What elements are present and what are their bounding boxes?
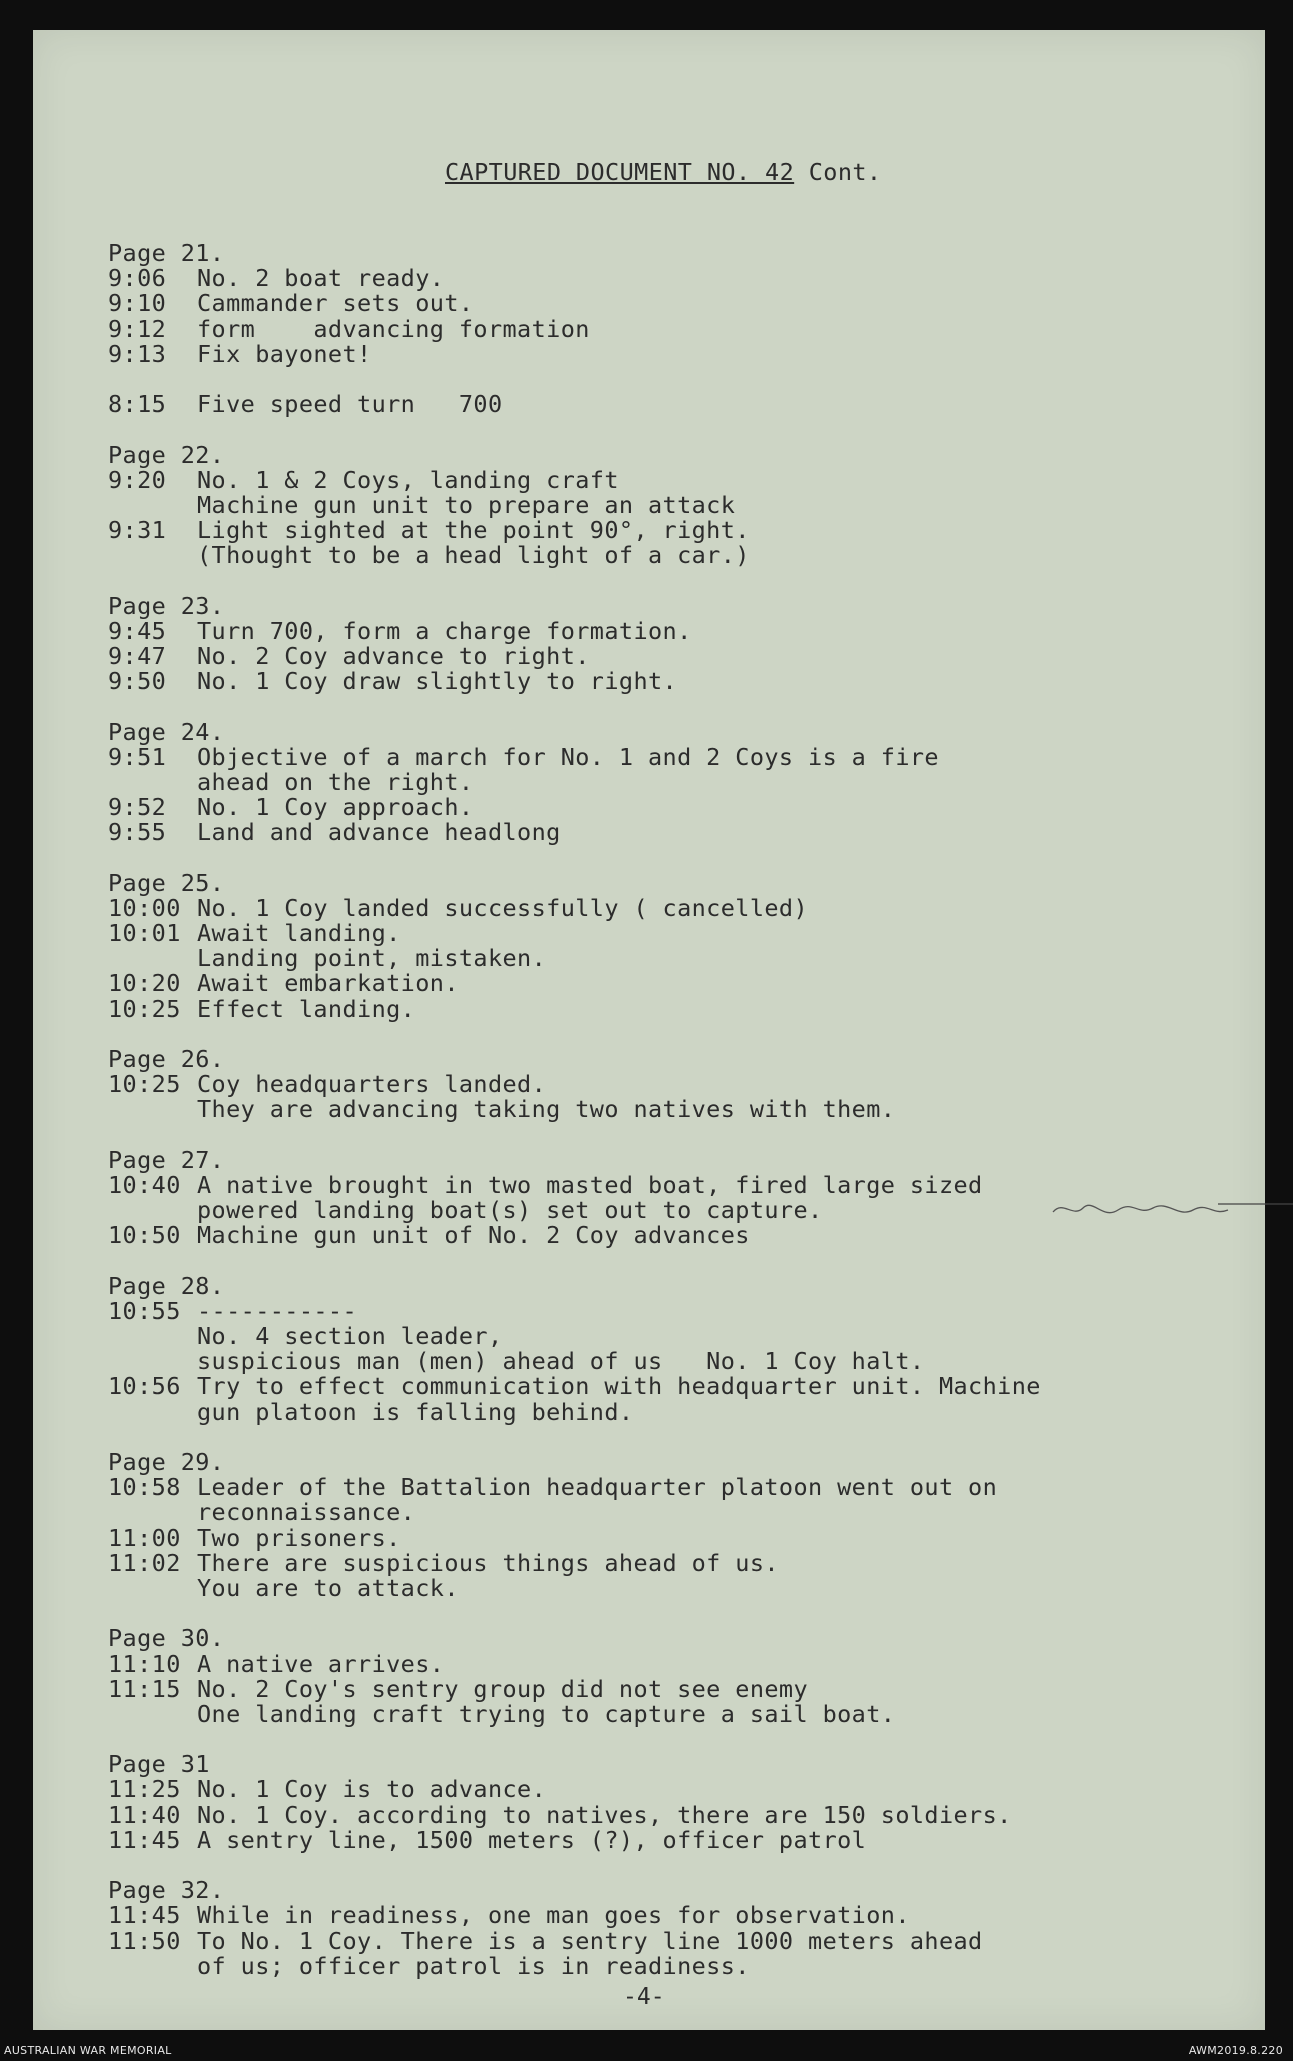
entry-text: reconnaissance.: [197, 1498, 416, 1527]
entry-text: They are advancing taking two natives with them.: [197, 1095, 896, 1124]
entry-time: 9:52: [108, 793, 167, 822]
section-page-heading: Page 26.: [108, 1045, 225, 1073]
entry-time: 9:50: [108, 667, 167, 696]
entry-text: Turn 700, form a charge formation.: [197, 616, 692, 645]
entry-text: You are to attack.: [197, 1573, 459, 1602]
entry-text: A sentry line, 1500 meters (?), officer patrol: [197, 1825, 867, 1854]
log-entry: [108, 1548, 1128, 1577]
log-entry: [108, 339, 1128, 368]
log-entry: [108, 820, 1128, 845]
log-section: [108, 1752, 1128, 1853]
entry-text: Landing point, mistaken.: [197, 944, 547, 973]
log-entry: [108, 1649, 1128, 1678]
entry-text: ahead on the right.: [197, 767, 474, 796]
entry-text: To No. 1 Coy. There is a sentry line 1000 meters ahead: [197, 1926, 983, 1955]
section-page-heading: Page 25.: [108, 868, 225, 897]
log-entry: [108, 893, 1128, 922]
footer-reference: AWM2019.8.220: [1188, 2044, 1283, 2057]
log-entry: [108, 1475, 1128, 1500]
log-entry: [108, 1296, 1128, 1325]
entry-text: Await embarkation.: [197, 969, 459, 998]
entry-time: 11:45: [108, 1825, 181, 1854]
log-entry: [108, 669, 1128, 694]
entry-time: 11:50: [108, 1926, 181, 1955]
log-entry: [108, 795, 1128, 820]
log-section: [108, 1271, 1128, 1426]
entry-time: 10:25: [108, 1070, 181, 1099]
entry-time: 10:00: [108, 893, 181, 922]
section-page-heading: Page 22.: [108, 440, 225, 469]
entry-text: form advancing formation: [197, 314, 590, 343]
section-page-heading: Page 30.: [108, 1624, 225, 1653]
section-page-heading: Page 23.: [108, 591, 225, 620]
entry-text: powered landing boat(s) set out to capture.: [197, 1196, 823, 1225]
entry-text: One landing craft trying to capture a sail boat.: [197, 1699, 896, 1728]
log-entry: [108, 644, 1128, 669]
log-entry: [108, 971, 1128, 996]
log-entry: [108, 946, 1128, 971]
log-entry: [108, 465, 1128, 494]
title-main: CAPTURED DOCUMENT NO. 42: [445, 158, 795, 186]
entry-text: No. 1 Coy draw slightly to right.: [197, 667, 678, 696]
log-section: [108, 868, 1128, 1023]
entry-time: 11:02: [108, 1548, 181, 1577]
log-entry: [108, 1699, 1128, 1728]
handwritten-margin-note: [1043, 1190, 1293, 1230]
log-entry: [108, 767, 1128, 796]
entry-text: Effect landing.: [197, 994, 416, 1023]
entry-text: While in readiness, one man goes for observation.: [197, 1901, 910, 1930]
entry-text: Coy headquarters landed.: [197, 1070, 547, 1099]
log-section: [108, 440, 1128, 570]
entry-time: 11:25: [108, 1775, 181, 1804]
log-section: [108, 1878, 1128, 1979]
entry-text: suspicious man (men) ahead of us No. 1 Coy halt.: [197, 1347, 925, 1376]
log-section: [108, 1450, 1128, 1601]
entry-time: 9:47: [108, 642, 167, 670]
log-entry: [108, 616, 1128, 645]
log-entry: [108, 1223, 1128, 1248]
document-page: [33, 30, 1265, 2030]
entry-time: 9:45: [108, 616, 167, 645]
log-entry: [108, 1926, 1128, 1955]
section-page-heading: Page 27.: [108, 1145, 225, 1174]
entry-text: Leader of the Battalion headquarter platoon went out on: [197, 1473, 998, 1502]
entry-time: 11:00: [108, 1523, 181, 1552]
entry-time: 9:12: [108, 314, 167, 343]
log-section: [108, 1047, 1128, 1123]
entry-text: gun platoon is falling behind.: [197, 1397, 634, 1426]
entry-text: Cammander sets out.: [197, 289, 474, 318]
log-entry: [108, 1777, 1128, 1802]
section-page-heading: Page 29.: [108, 1448, 225, 1476]
entry-time: 9:10: [108, 289, 167, 318]
log-entry: [108, 994, 1128, 1023]
entry-time: 10:25: [108, 994, 181, 1023]
page-number: -4-: [623, 1984, 665, 2010]
log-entry: [108, 1324, 1128, 1349]
entry-time: 10:56: [108, 1372, 181, 1401]
entry-text: No. 4 section leader,: [197, 1322, 503, 1351]
entry-text: Machine gun unit to prepare an attack: [197, 490, 736, 519]
log-entry: [108, 1500, 1128, 1525]
section-page-heading: Page 31: [108, 1750, 210, 1779]
section-page-heading: Page 28.: [108, 1271, 225, 1300]
entry-time: 10:50: [108, 1221, 181, 1250]
entry-text: Two prisoners.: [197, 1523, 401, 1552]
log-section: [108, 591, 1128, 696]
entry-time: 9:31: [108, 516, 167, 545]
log-entry: [108, 543, 1128, 568]
entry-time: 9:06: [108, 264, 167, 293]
log-entry: [108, 1573, 1128, 1602]
entry-time: 9:13: [108, 339, 167, 368]
log-entry: [108, 392, 1128, 417]
entry-time: 10:55: [108, 1296, 181, 1325]
entry-time: 11:40: [108, 1800, 181, 1829]
document-body: [108, 241, 1128, 2004]
entry-text: -----------: [197, 1296, 358, 1325]
log-entry: [108, 1374, 1128, 1399]
entry-text: No. 2 boat ready.: [197, 264, 445, 293]
log-entry: [108, 291, 1128, 316]
log-entry: [108, 742, 1128, 771]
entry-text: Machine gun unit of No. 2 Coy advances: [197, 1221, 750, 1250]
entry-time: 11:15: [108, 1674, 181, 1703]
entry-time: 10:20: [108, 969, 181, 998]
entry-text: No. 1 Coy is to advance.: [197, 1775, 547, 1804]
log-section: [108, 1145, 1128, 1250]
entry-text: (Thought to be a head light of a car.): [197, 541, 750, 570]
entry-text: Five speed turn 700: [197, 390, 503, 419]
log-section: [108, 1626, 1128, 1727]
log-entry: [108, 1170, 1128, 1199]
entry-text: Fix bayonet!: [197, 339, 372, 368]
log-entry: [108, 518, 1128, 543]
log-entry: [108, 1072, 1128, 1097]
title-suffix: Cont.: [794, 158, 882, 186]
log-entry: [108, 490, 1128, 519]
entry-text: Try to effect communication with headquarter unit. Machine: [197, 1372, 1041, 1401]
section-page-heading: Page 24.: [108, 717, 225, 746]
entry-text: Land and advance headlong: [197, 818, 561, 847]
log-entry: [108, 1397, 1128, 1426]
log-entry: [108, 1349, 1128, 1374]
log-entry: [108, 1825, 1128, 1854]
log-section: [108, 717, 1128, 847]
entry-time: 10:58: [108, 1473, 181, 1502]
entry-text: No. 1 & 2 Coys, landing craft: [197, 465, 619, 494]
section-page-heading: Page 21.: [108, 239, 225, 267]
log-entry: [108, 1951, 1128, 1980]
entry-text: No. 2 Coy's sentry group did not see enemy: [197, 1674, 809, 1703]
entry-time: 11:45: [108, 1901, 181, 1930]
footer-archive-label: AUSTRALIAN WAR MEMORIAL: [4, 2044, 172, 2057]
log-entry: [108, 314, 1128, 343]
entry-time: 11:10: [108, 1649, 181, 1678]
section-page-heading: Page 32.: [108, 1876, 225, 1905]
log-entry: [108, 921, 1128, 946]
log-entry: [108, 1198, 1128, 1223]
document-title: [445, 158, 881, 186]
entry-text: A native brought in two masted boat, fired large sized: [197, 1170, 983, 1199]
entry-text: No. 2 Coy advance to right.: [197, 642, 590, 670]
log-entry: [108, 367, 1128, 392]
log-section: [108, 241, 1128, 417]
entry-time: 9:55: [108, 818, 167, 847]
entry-text: No. 1 Coy landed successfully ( cancelled): [197, 893, 809, 922]
entry-time: 9:20: [108, 465, 167, 494]
entry-text: of us; officer patrol is in readiness.: [197, 1951, 750, 1980]
entry-time: 9:51: [108, 742, 167, 771]
entry-text: Await landing.: [197, 919, 401, 948]
entry-time: 10:01: [108, 919, 181, 948]
log-entry: [108, 1674, 1128, 1703]
log-entry: [108, 1097, 1128, 1122]
entry-time: 10:40: [108, 1170, 181, 1199]
log-entry: [108, 266, 1128, 291]
entry-text: Light sighted at the point 90°, right.: [197, 516, 750, 545]
entry-time: 8:15: [108, 390, 167, 419]
log-entry: [108, 1903, 1128, 1928]
entry-text: A native arrives.: [197, 1649, 445, 1678]
log-entry: [108, 1523, 1128, 1552]
entry-text: No. 1 Coy. according to natives, there are 150 soldiers.: [197, 1800, 1012, 1829]
log-entry: [108, 1800, 1128, 1829]
entry-text: No. 1 Coy approach.: [197, 793, 474, 822]
entry-text: There are suspicious things ahead of us.: [197, 1548, 779, 1577]
entry-text: Objective of a march for No. 1 and 2 Coys is a fire: [197, 742, 939, 771]
